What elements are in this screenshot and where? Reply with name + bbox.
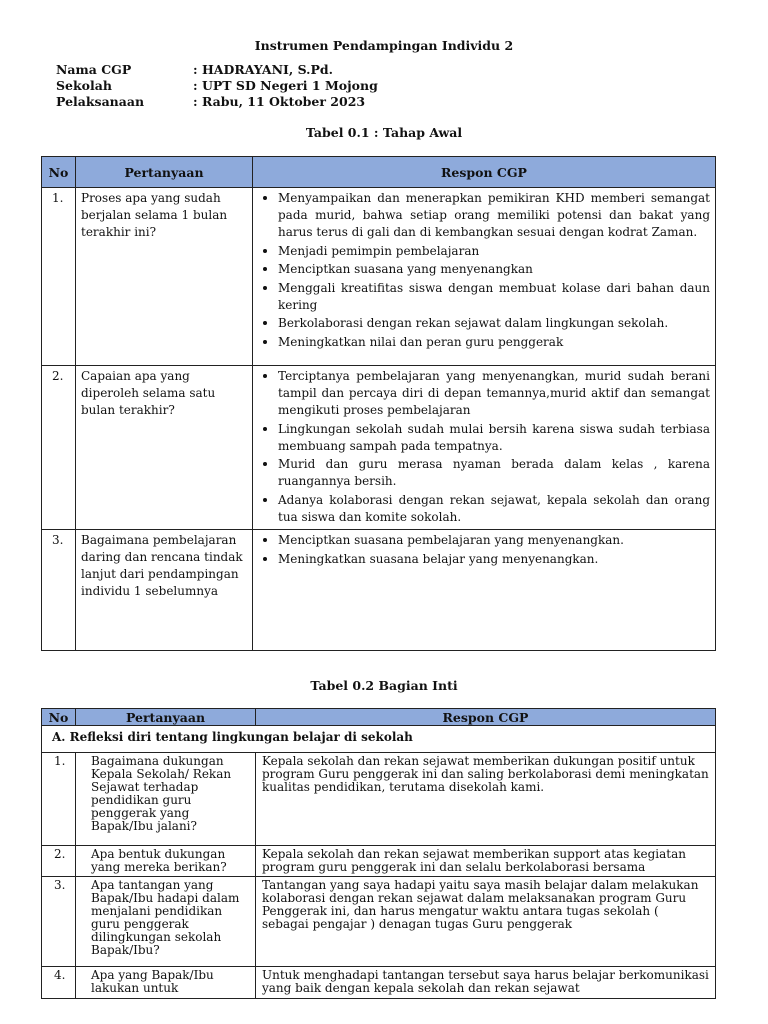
row-response [253,188,716,366]
table-tahap-awal [41,156,716,651]
table-bagian-inti [41,708,716,999]
response-bullet: Lingkungan sekolah sudah mulai bersih karena siswa sudah terbiasa membuang sampah pada tempatnya. [278,421,710,453]
info-value: : HADRAYANI, S.Pd. [193,62,334,77]
row-number: 3. [42,530,76,651]
response-bullet: Menciptkan suasana yang menyenangkan [278,261,710,278]
response-bullet: Murid dan guru merasa nyaman berada dalam kelas , karena ruangannya bersih. [278,457,710,488]
row-response: Kepala sekolah dan rekan sejawat memberikan dukungan positif untuk program Guru penggerak ini dan saling berkolaborasi demi meningkatan kualitas pendidikan, terutama disekolah kami. [256,753,716,846]
header-response: Respon CGP [256,709,716,726]
response-bullet: Menciptkan suasana pembelajaran yang menyenangkan. [278,532,710,549]
row-response [253,530,716,651]
row-question: Bagaimana pembelajaran daring dan rencana tindak lanjut dari pendampingan individu 1 sebelumnya [76,530,253,651]
table-row [42,530,716,651]
section-heading: A. Refleksi diri tentang lingkungan belajar di sekolah [42,726,716,753]
row-response [253,366,716,530]
table-row [42,188,716,366]
table1-caption: Tabel 0.1 : Tahap Awal [305,125,463,140]
table2-caption: Tabel 0.2 Bagian Inti [310,678,458,693]
row-number: 4. [42,967,76,999]
header-question: Pertanyaan [76,157,253,188]
info-value: : UPT SD Negeri 1 Mojong [193,78,378,93]
row-question: Bagaimana dukungan Kepala Sekolah/ Rekan Sejawat terhadap pendidikan guru penggerak yang Bapak/Ibu jalani? [76,753,256,846]
row-response: Kepala sekolah dan rekan sejawat memberikan support atas kegiatan program guru penggerak ini dan selalu berkolaborasi bersama [256,846,716,877]
header-question: Pertanyaan [76,709,256,726]
row-question: Apa yang Bapak/Ibu lakukan untuk [76,967,256,999]
response-bullet: Menggali kreatifitas siswa dengan membuat kolase dari bahan daun kering [278,280,710,312]
header-no: No [42,157,76,188]
response-bullet: Menyampaikan dan menerapkan pemikiran KHD memberi semangat pada murid, bahwa setiap orang memiliki potensi dan bakat yang harus terus di gali dan di kembangkan sesuai dengan kodrat Zaman. [278,191,710,239]
info-row-name [56,62,378,78]
info-row-date [56,94,378,110]
table-row [42,366,716,530]
table-row [42,877,716,967]
row-question: Apa tantangan yang Bapak/Ibu hadapi dalam menjalani pendidikan guru penggerak dilingkungan sekolah Bapak/Ibu? [76,877,256,967]
response-bullet: Berkolaborasi dengan rekan sejawat dalam lingkungan sekolah. [278,315,710,332]
row-question: Proses apa yang sudah berjalan selama 1 bulan terakhir ini? [76,188,253,366]
response-bullet: Adanya kolaborasi dengan rekan sejawat, kepala sekolah dan orang tua siswa dan komite sokolah. [278,492,710,524]
document-title: Instrumen Pendampingan Individu 2 [254,38,514,53]
info-label: Nama CGP [56,62,132,77]
info-row-school [56,78,378,94]
response-bullet: Meningkatkan suasana belajar yang menyenangkan. [278,551,710,568]
row-number: 3. [42,877,76,967]
table-row [42,846,716,877]
info-value: : Rabu, 11 Oktober 2023 [193,94,366,109]
row-number: 1. [42,753,76,846]
info-label: Pelaksanaan [56,94,145,109]
response-bullet: Menjadi pemimpin pembelajaran [278,243,710,260]
table-row [42,753,716,846]
table-row [42,967,716,999]
row-question: Capaian apa yang diperoleh selama satu bulan terakhir? [76,366,253,530]
row-question: Apa bentuk dukungan yang mereka berikan? [76,846,256,877]
response-bullet: Meningkatkan nilai dan peran guru penggerak [278,334,710,351]
header-no: No [42,709,76,726]
row-number: 2. [42,846,76,877]
header-response: Respon CGP [253,157,716,188]
info-label: Sekolah [56,78,112,93]
row-number: 1. [42,188,76,366]
row-number: 2. [42,366,76,530]
response-bullet: Terciptanya pembelajaran yang menyenangkan, murid sudah berani tampil dan percaya diri di depan temannya,murid aktif dan semangat mengikuti proses pembelajaran [278,369,710,417]
info-block [56,62,378,110]
row-response: Tantangan yang saya hadapi yaitu saya masih belajar dalam melakukan kolaborasi dengan rekan sejawat dalam melaksanakan program Guru Penggerak ini, dan harus mengatur waktu antara tugas sekolah ( sebagai pengajar ) denagan tugas Guru penggerak [256,877,716,967]
row-response: Untuk menghadapi tantangan tersebut saya harus belajar berkomunikasi yang baik dengan kepala sekolah dan rekan sejawat [256,967,716,999]
